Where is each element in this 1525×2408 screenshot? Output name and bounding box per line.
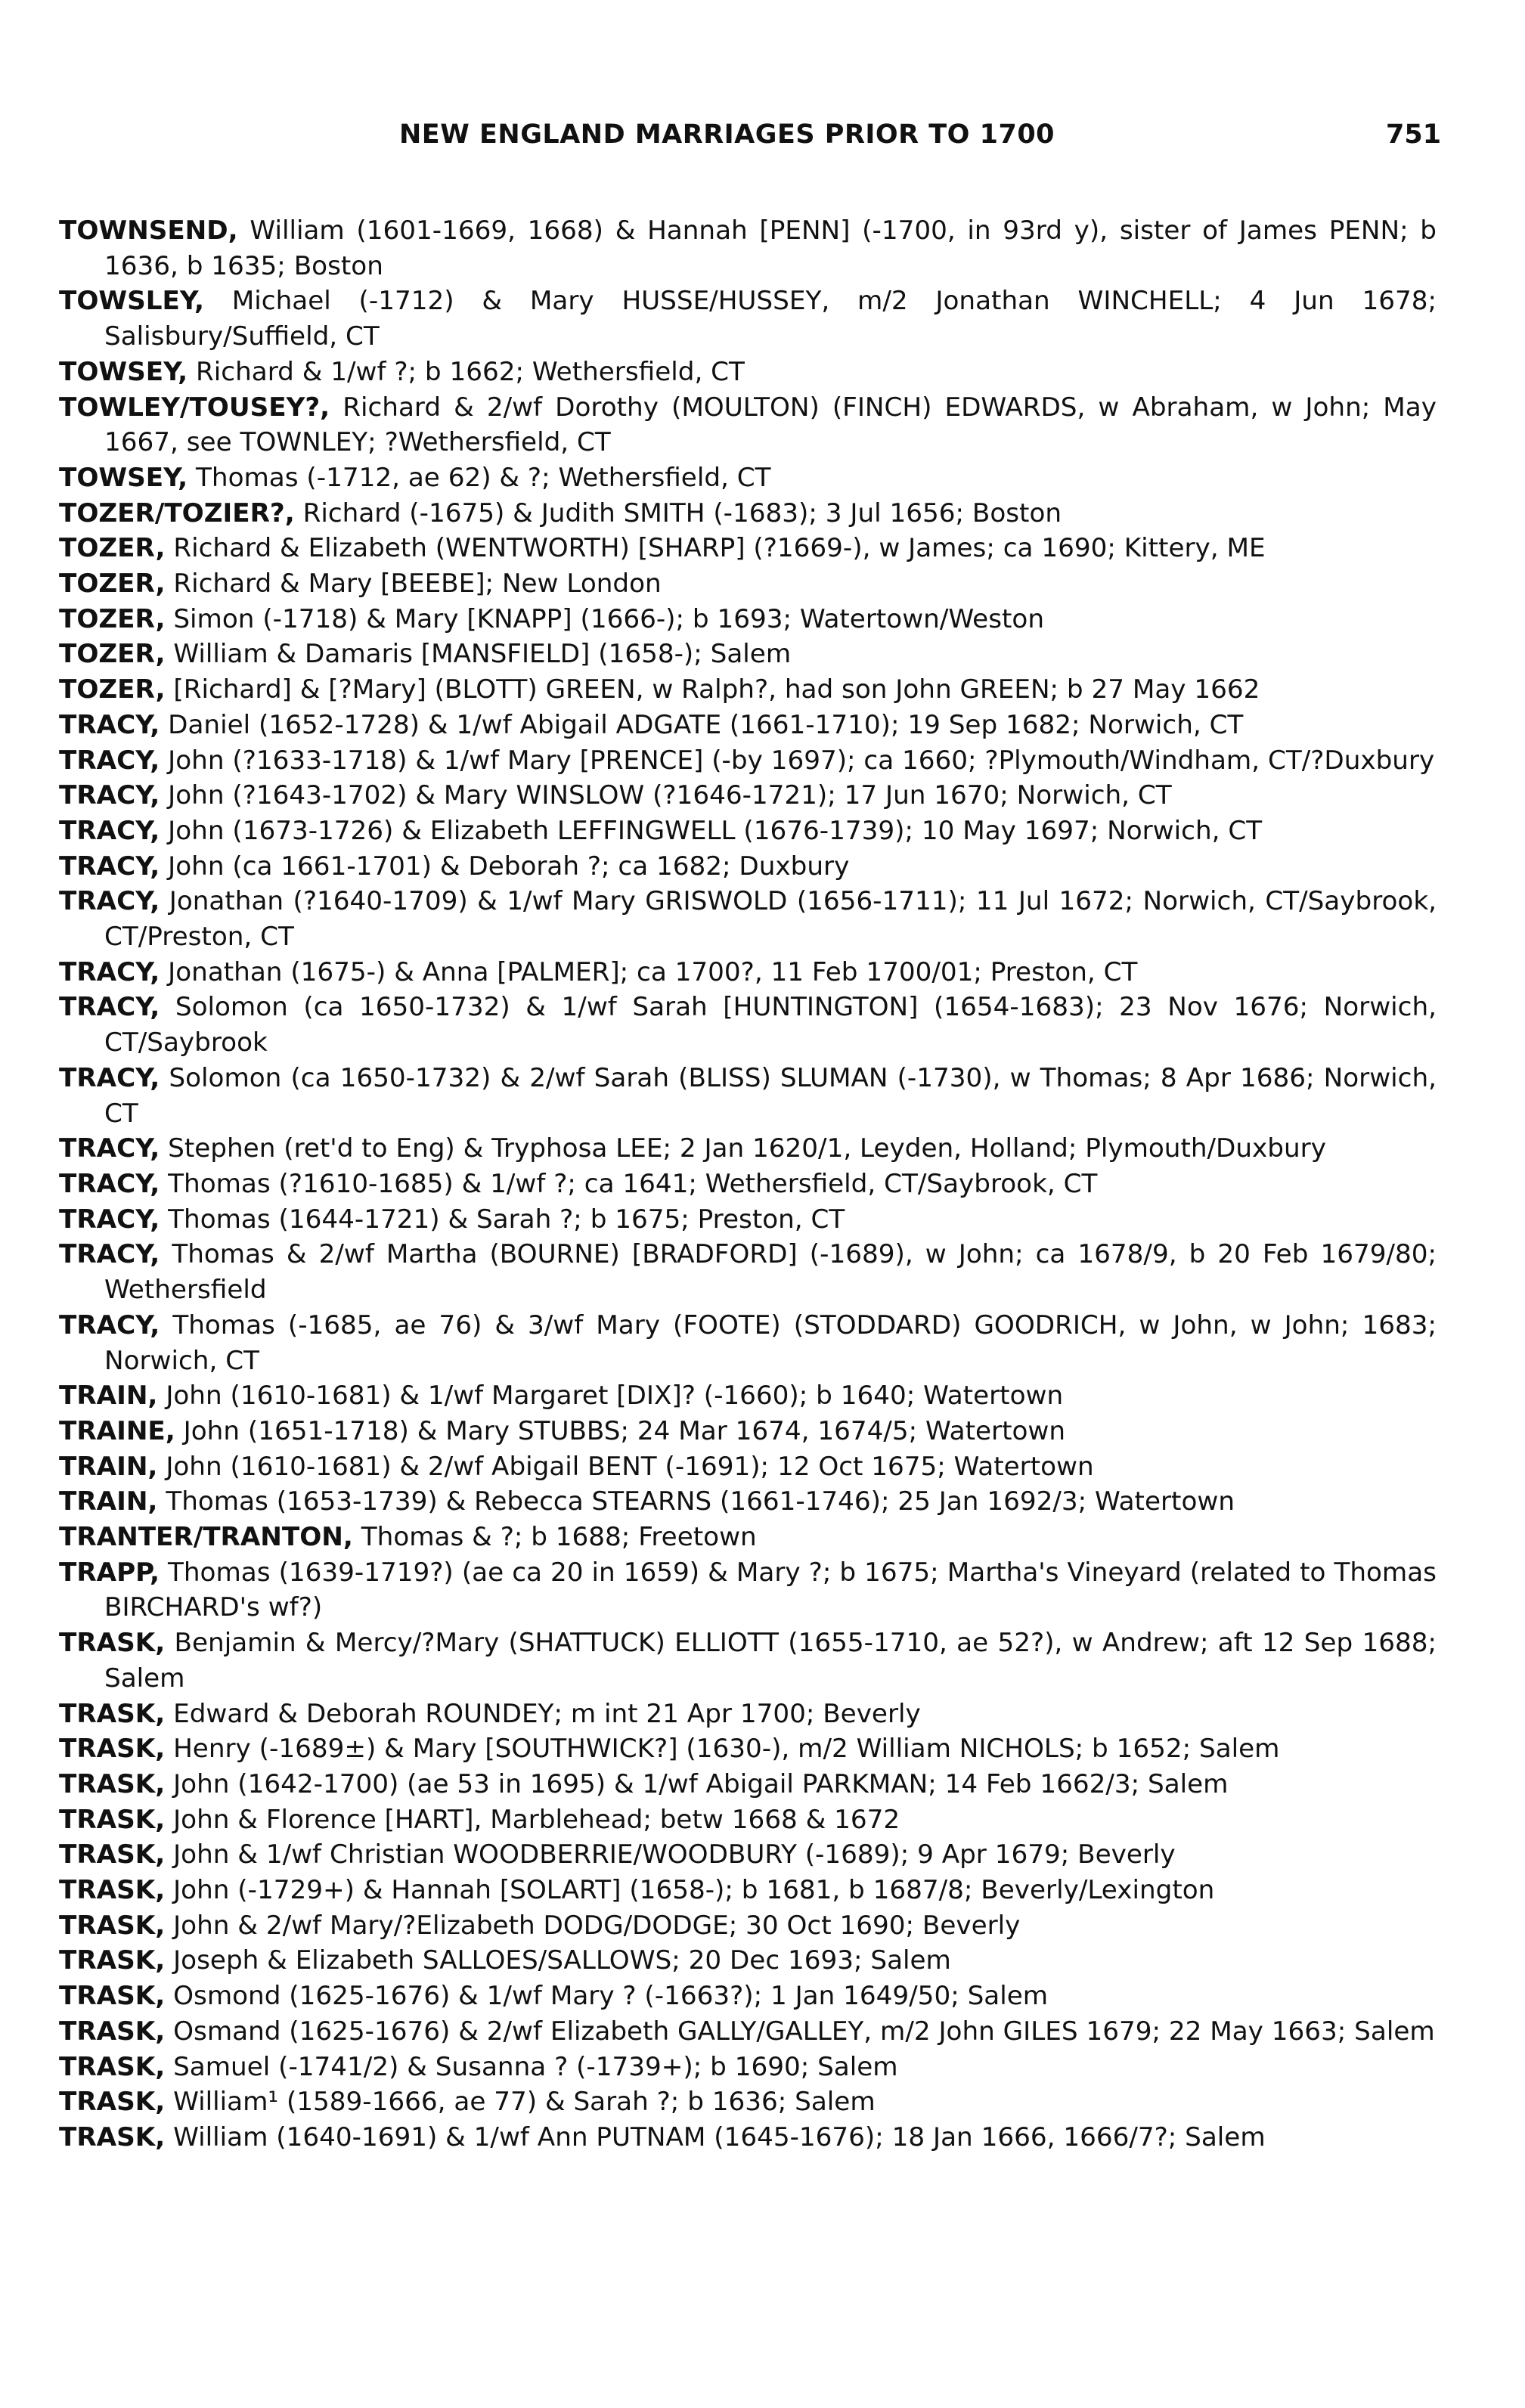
page-title: NEW ENGLAND MARRIAGES PRIOR TO 1700: [399, 119, 1055, 150]
entry-text: John (1673-1726) & Elizabeth LEFFINGWELL (1676-1739); 10 May 1697; Norwich, CT: [168, 815, 1263, 846]
entry-surname: TRACY,: [59, 886, 160, 917]
entry-surname: TOZER/TOZIER?,: [59, 497, 295, 528]
entry-text: Simon (-1718) & Mary [KNAPP] (1666-); b 1693; Watertown/Weston: [173, 603, 1044, 634]
entry-text: John (1610-1681) & 1/wf Margaret [DIX]? (-1660); b 1640; Watertown: [166, 1381, 1064, 1412]
entry-text: Osmond (1625-1676) & 1/wf Mary ? (-1663?); 1 Jan 1649/50; Salem: [173, 1981, 1049, 2012]
entry-surname: TOWSLEY,: [59, 286, 204, 317]
entry-text: Jonathan (1675-) & Anna [PALMER]; ca 1700?, 11 Feb 1700/01; Preston, CT: [168, 956, 1138, 987]
entry-surname: TOZER,: [59, 639, 166, 670]
marriage-entry: [59, 1449, 1437, 1485]
marriage-entry: [59, 1697, 1437, 1732]
marriage-entry: [59, 1802, 1437, 1838]
marriage-entry: [59, 1520, 1437, 1555]
entry-surname: TOZER,: [59, 603, 166, 634]
entry-text: John & Florence [HART], Marblehead; betw 1668 & 1672: [173, 1804, 900, 1835]
marriage-entry: [59, 2120, 1437, 2155]
entry-text: [Richard] & [?Mary] (BLOTT) GREEN, w Ralph?, had son John GREEN; b 27 May 1662: [173, 674, 1260, 705]
entry-surname: TRASK,: [59, 2121, 166, 2152]
entry-surname: TRACY,: [59, 780, 160, 811]
marriage-entry: [59, 602, 1437, 637]
marriage-entry: [59, 1979, 1437, 2014]
entry-text: Richard (-1675) & Judith SMITH (-1683); 3 Jul 1656; Boston: [302, 497, 1062, 528]
entry-surname: TOWSEY,: [59, 356, 188, 387]
entry-surname: TRASK,: [59, 2016, 166, 2047]
entry-text: John & 2/wf Mary/?Elizabeth DODG/DODGE; 30 Oct 1690; Beverly: [173, 1910, 1021, 1941]
entry-surname: TRACY,: [59, 1204, 160, 1235]
entry-text: Thomas & ?; b 1688; Freetown: [361, 1522, 757, 1553]
entry-surname: TRASK,: [59, 1839, 166, 1870]
entry-text: Richard & Elizabeth (WENTWORTH) [SHARP] (?1669-), w James; ca 1690; Kittery, ME: [173, 533, 1266, 564]
entry-text: Jonathan (?1640-1709) & 1/wf Mary GRISWOLD (1656-1711); 11 Jul 1672; Norwich, CT/Saybrook, CT/Preston, CT: [104, 886, 1437, 953]
entry-surname: TRANTER/TRANTON,: [59, 1522, 353, 1553]
marriage-entry: [59, 531, 1437, 566]
entry-surname: TRAIN,: [59, 1451, 158, 1482]
entry-surname: TRACY,: [59, 851, 160, 882]
entry-text: Daniel (1652-1728) & 1/wf Abigail ADGATE (1661-1710); 19 Sep 1682; Norwich, CT: [168, 709, 1244, 740]
entry-text: Samuel (-1741/2) & Susanna ? (-1739+); b 1690; Salem: [173, 2051, 898, 2082]
marriage-entry: [59, 778, 1437, 814]
entry-text: John (1610-1681) & 2/wf Abigail BENT (-1691); 12 Oct 1675; Watertown: [166, 1451, 1094, 1482]
entry-text: Thomas (-1712, ae 62) & ?; Wethersfield, CT: [196, 462, 771, 493]
entry-text: Thomas & 2/wf Martha (BOURNE) [BRADFORD] (-1689), w John; ca 1678/9, b 20 Feb 1679/80; Wethersfield: [104, 1239, 1437, 1306]
entry-text: Thomas (?1610-1685) & 1/wf ?; ca 1641; Wethersfield, CT/Saybrook, CT: [168, 1168, 1098, 1199]
entry-text: Benjamin & Mercy/?Mary (SHATTUCK) ELLIOTT (1655-1710, ae 52?), w Andrew; aft 12 Sep 1688; Salem: [104, 1628, 1437, 1694]
entry-surname: TRAIN,: [59, 1381, 158, 1412]
entry-text: John (1642-1700) (ae 53 in 1695) & 1/wf Abigail PARKMAN; 14 Feb 1662/3; Salem: [173, 1768, 1229, 1799]
entry-surname: TOZER,: [59, 674, 166, 705]
entry-surname: TOZER,: [59, 569, 166, 600]
entry-surname: TRASK,: [59, 1875, 166, 1906]
entry-surname: TRASK,: [59, 2051, 166, 2082]
entry-text: Henry (-1689±) & Mary [SOUTHWICK?] (1630-), m/2 William NICHOLS; b 1652; Salem: [173, 1734, 1280, 1765]
entry-surname: TRASK,: [59, 1945, 166, 1976]
entry-text: William (1601-1669, 1668) & Hannah [PENN] (-1700, in 93rd y), sister of James PENN; b 1636, b 1635; Boston: [104, 215, 1437, 281]
page-header: [0, 115, 1525, 160]
marriage-entry: [59, 1167, 1437, 1202]
entry-surname: TRASK,: [59, 1804, 166, 1835]
entry-surname: TRACY,: [59, 815, 160, 846]
entry-surname: TRACY,: [59, 1309, 160, 1340]
entry-text: William¹ (1589-1666, ae 77) & Sarah ?; b 1636; Salem: [173, 2087, 876, 2118]
marriage-entry: [59, 1873, 1437, 1908]
entry-surname: TRAIN,: [59, 1486, 158, 1517]
entry-surname: TRACY,: [59, 992, 160, 1023]
entry-text: John (?1643-1702) & Mary WINSLOW (?1646-1721); 17 Jun 1670; Norwich, CT: [168, 780, 1172, 811]
entry-text: John (ca 1661-1701) & Deborah ?; ca 1682; Duxbury: [168, 851, 850, 882]
marriage-entry: [59, 672, 1437, 708]
marriage-entry: [59, 1237, 1437, 1307]
marriage-entry: [59, 1908, 1437, 1944]
marriage-entry: [59, 2014, 1437, 2050]
marriage-entry: [59, 849, 1437, 885]
entry-surname: TRASK,: [59, 1981, 166, 2012]
entry-surname: TOWLEY/TOUSEY?,: [59, 392, 330, 423]
marriage-entry: [59, 1131, 1437, 1167]
entry-surname: TRACY,: [59, 1133, 160, 1164]
entry-text: Thomas (-1685, ae 76) & 3/wf Mary (FOOTE) (STODDARD) GOODRICH, w John, w John; 1683; Norwich, CT: [104, 1309, 1437, 1376]
entry-text: Solomon (ca 1650-1732) & 1/wf Sarah [HUNTINGTON] (1654-1683); 23 Nov 1676; Norwich, CT/Saybrook: [104, 992, 1437, 1058]
entry-text: Richard & Mary [BEEBE]; New London: [173, 569, 662, 600]
marriage-entry: [59, 355, 1437, 390]
entry-surname: TRASK,: [59, 1734, 166, 1765]
entry-surname: TRAPP,: [59, 1557, 160, 1588]
entry-surname: TRACY,: [59, 1062, 160, 1093]
entry-surname: TRACY,: [59, 1239, 160, 1270]
entry-text: John (-1729+) & Hannah [SOLART] (1658-); b 1681, b 1687/8; Beverly/Lexington: [173, 1875, 1215, 1906]
marriage-entry: [59, 884, 1437, 954]
entry-surname: TRACY,: [59, 1168, 160, 1199]
marriage-entry: [59, 1767, 1437, 1802]
entry-surname: TOWNSEND,: [59, 215, 238, 246]
page-number: 751: [1386, 119, 1442, 150]
entry-surname: TRACY,: [59, 709, 160, 740]
marriage-entry: [59, 213, 1437, 284]
marriage-entry: [59, 1943, 1437, 1979]
entry-text: William & Damaris [MANSFIELD] (1658-); Salem: [173, 639, 792, 670]
marriage-entry: [59, 1837, 1437, 1873]
entry-text: Thomas (1653-1739) & Rebecca STEARNS (1661-1746); 25 Jan 1692/3; Watertown: [166, 1486, 1235, 1517]
marriage-entry: [59, 390, 1437, 460]
entry-surname: TRACY,: [59, 745, 160, 776]
entry-text: Richard & 2/wf Dorothy (MOULTON) (FINCH) EDWARDS, w Abraham, w John; May 1667, see TOWNLEY; ?Wethersfield, CT: [104, 392, 1437, 458]
marriage-entry: [59, 1308, 1437, 1378]
marriage-entry: [59, 1731, 1437, 1767]
entry-surname: TOWSEY,: [59, 462, 188, 493]
marriage-entry: [59, 496, 1437, 531]
marriage-entry: [59, 1061, 1437, 1131]
entry-text: Osmand (1625-1676) & 2/wf Elizabeth GALLY/GALLEY, m/2 John GILES 1679; 22 May 1663; Salem: [173, 2016, 1435, 2047]
entry-surname: TRASK,: [59, 1628, 166, 1659]
marriage-entry: [59, 955, 1437, 990]
entry-text: John & 1/wf Christian WOODBERRIE/WOODBURY (-1689); 9 Apr 1679; Beverly: [173, 1839, 1176, 1870]
entry-text: William (1640-1691) & 1/wf Ann PUTNAM (1645-1676); 18 Jan 1666, 1666/7?; Salem: [173, 2121, 1266, 2152]
marriage-entry: [59, 743, 1437, 779]
marriage-entry: [59, 1378, 1437, 1414]
marriage-entry: [59, 1555, 1437, 1625]
marriage-entry: [59, 460, 1437, 496]
marriage-entry: [59, 2050, 1437, 2085]
entry-surname: TRAINE,: [59, 1415, 175, 1446]
marriage-entry: [59, 1414, 1437, 1449]
marriage-entry: [59, 1484, 1437, 1520]
marriage-entry: [59, 2084, 1437, 2120]
entry-text: Edward & Deborah ROUNDEY; m int 21 Apr 1700; Beverly: [173, 1698, 921, 1729]
marriage-entry: [59, 1202, 1437, 1238]
marriage-entry: [59, 708, 1437, 743]
entry-text: Joseph & Elizabeth SALLOES/SALLOWS; 20 Dec 1693; Salem: [173, 1945, 951, 1976]
marriage-entry: [59, 1625, 1437, 1696]
entry-surname: TOZER,: [59, 533, 166, 564]
entry-surname: TRASK,: [59, 1910, 166, 1941]
entry-text: Solomon (ca 1650-1732) & 2/wf Sarah (BLISS) SLUMAN (-1730), w Thomas; 8 Apr 1686; Norwich, CT: [104, 1062, 1437, 1129]
entry-text: John (1651-1718) & Mary STUBBS; 24 Mar 1674, 1674/5; Watertown: [183, 1415, 1066, 1446]
marriage-entry: [59, 637, 1437, 672]
entry-text: John (?1633-1718) & 1/wf Mary [PRENCE] (-by 1697); ca 1660; ?Plymouth/Windham, CT/?Duxbury: [168, 745, 1435, 776]
entry-surname: TRASK,: [59, 1768, 166, 1799]
marriage-entry: [59, 814, 1437, 849]
marriage-entry: [59, 284, 1437, 354]
entry-surname: TRACY,: [59, 956, 160, 987]
entry-text: Thomas (1644-1721) & Sarah ?; b 1675; Preston, CT: [168, 1204, 845, 1235]
entry-surname: TRASK,: [59, 2087, 166, 2118]
entry-surname: TRASK,: [59, 1698, 166, 1729]
entry-text: Richard & 1/wf ?; b 1662; Wethersfield, CT: [196, 356, 745, 387]
marriage-entry: [59, 990, 1437, 1060]
entry-text: Thomas (1639-1719?) (ae ca 20 in 1659) & Mary ?; b 1675; Martha's Vineyard (related to Thomas BIRCHARD's wf?): [104, 1557, 1437, 1623]
entry-text: Michael (-1712) & Mary HUSSE/HUSSEY, m/2 Jonathan WINCHELL; 4 Jun 1678; Salisbury/Suffield, CT: [104, 286, 1437, 352]
marriage-entry: [59, 566, 1437, 602]
entry-text: Stephen (ret'd to Eng) & Tryphosa LEE; 2 Jan 1620/1, Leyden, Holland; Plymouth/Duxbury: [168, 1133, 1326, 1164]
marriage-entries-list: [59, 213, 1437, 2155]
